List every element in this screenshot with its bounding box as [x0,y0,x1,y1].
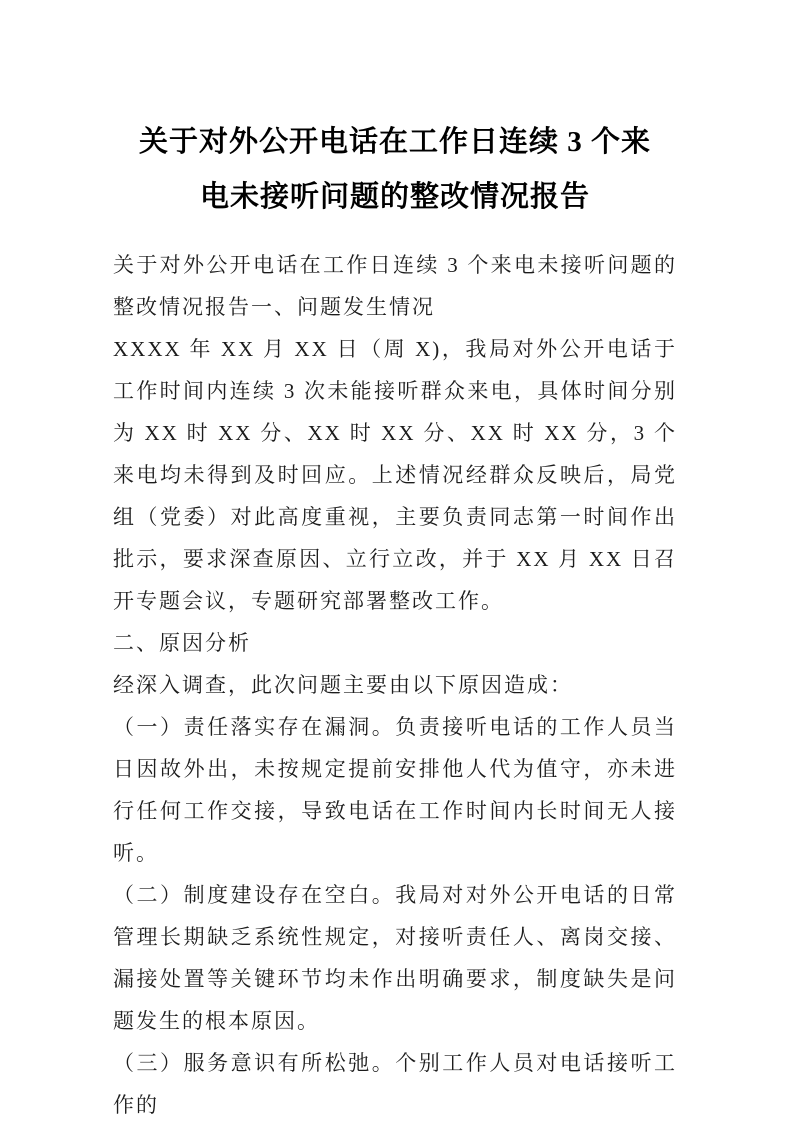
document-body [113,244,677,1122]
paragraph-cause-1: （一）责任落实存在漏洞。负责接听电话的工作人员当日因故外出，未按规定提前安排他人代为值守，亦未进行任何工作交接，导致电话在工作时间内长时间无人接听。 [113,715,677,865]
document-title: 关于对外公开电话在工作日连续 3 个来电未接听问题的整改情况报告 [138,126,651,213]
paragraph-section-heading-cause-analysis: 二、原因分析 [113,631,251,655]
paragraph-intro: 关于对外公开电话在工作日连续 3 个来电未接听问题的整改情况报告一、问题发生情况 [113,253,677,319]
paragraph-cause-3-partial: （三）服务意识有所松弛。个别工作人员对电话接听工作的 [113,1051,677,1117]
paragraph-cause-2: （二）制度建设存在空白。我局对对外公开电话的日常管理长期缺乏系统性规定，对接听责任人、离岗交接、漏接处置等关键环节均未作出明确要求，制度缺失是问题发生的根本原因。 [113,883,677,1033]
paragraph-incident-description: XXXX 年 XX 月 XX 日（周 X)，我局对外公开电话于工作时间内连续 3 次未能接听群众来电，具体时间分别为 XX 时 XX 分、XX 时 XX 分、XX 时 XX 分，3 个来电均未得到及时回应。上述情况经群众反映后，局党组（党委）对此高度重视，主要负责同志第一时间作出批示，要求深查原因、立行立改，并于 XX 月 XX 日召开专题会议，专题研究部署整改工作。 [113,337,677,613]
paragraph-cause-lead-in: 经深入调查，此次问题主要由以下原因造成： [113,673,573,697]
